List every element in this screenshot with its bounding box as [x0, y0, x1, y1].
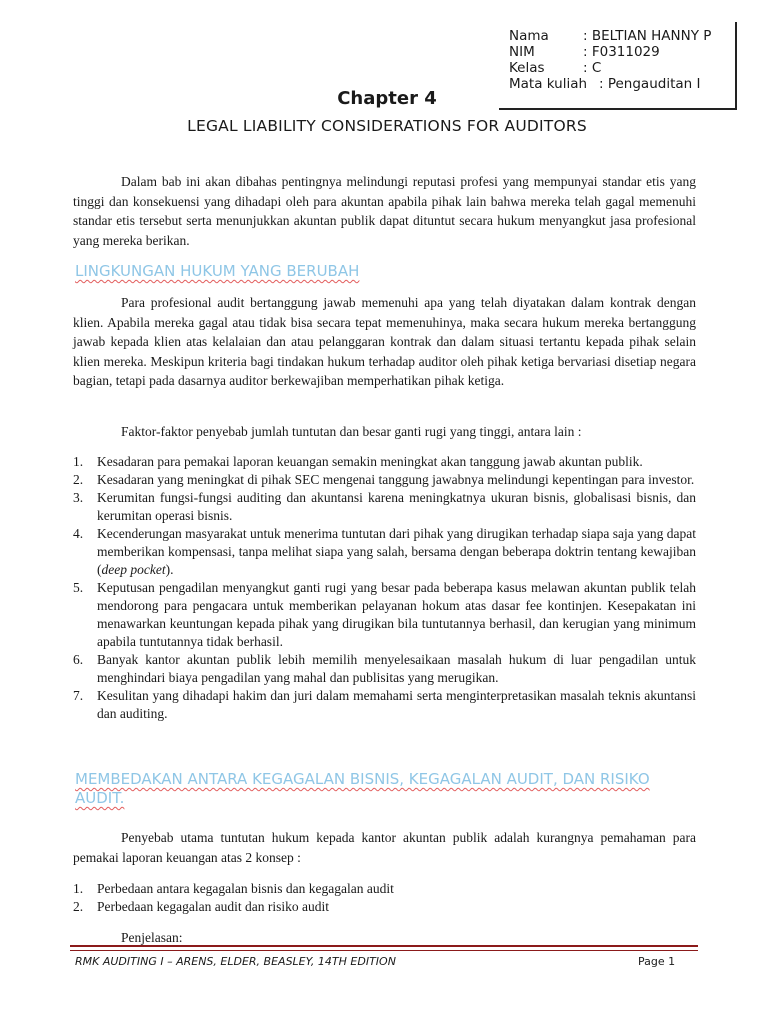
- paragraph-1: Para profesional audit bertanggung jawab memenuhi apa yang telah diyatakan dalam kontrak dengan klien. Apabila mereka gagal atau tidak bisa secara tepat memenuhinya, maka secara hukum mereka bertanggung jawab kepada klien atas kelalaian dan atau pelanggaran kontrak dan dalam situasi tertantu kepada pihak selain klien mereka. Meskipun kriteria bagi tindakan hukum terhadap auditor oleh pihak ketiga bervariasi disetiap negara bagian, tetapi pada dasarnya auditor berkewajiban memperhatikan pihak ketiga.: [73, 295, 696, 388]
- paragraph-2: Faktor-faktor penyebab jumlah tuntutan dan besar ganti rugi yang tinggi, antara lain :: [121, 424, 582, 439]
- list-item: [73, 579, 696, 651]
- list-text: Banyak kantor akuntan publik lebih memilih menyelesaikaan masalah hukum di luar pengadilan untuk menghindari biaya pengadilan yang mahal dan publisitas yang merugikan.: [97, 652, 696, 685]
- info-label: NIM: [509, 44, 535, 60]
- list-item: [73, 898, 696, 916]
- info-row-kelas: [509, 60, 601, 76]
- list-item: [73, 453, 696, 471]
- list-text: Perbedaan kegagalan audit dan risiko audit: [97, 899, 330, 914]
- factors-list: [73, 453, 696, 723]
- info-value: : C: [583, 60, 602, 76]
- list-number: 5.: [73, 580, 84, 595]
- section-heading-1: LINGKUNGAN HUKUM YANG BERUBAH: [75, 262, 360, 280]
- list-text-tail: ).: [165, 562, 174, 577]
- list-text: Kesadaran para pemakai laporan keuangan semakin meningkat akan tanggung jawab akuntan publik.: [97, 454, 643, 469]
- concepts-list: [73, 880, 696, 916]
- list-text: Kesulitan yang dihadapi hakim dan juri dalam memahami serta menginterpretasikan masalah teknis akuntansi dan auditing.: [97, 688, 696, 721]
- list-text: Keputusan pengadilan menyangkut ganti rugi yang besar pada beberapa kasus melawan akuntan publik telah mendorong para pengacara untuk memberikan pelayanan hokum atas dasar fee kontinjen. Kesepakatan ini menawarkan keuntungan kepada pihak yang dirugikan bila tuntutannya berhasil, dan kerugian yang minimum apabila tuntutannya tidak berhasil.: [97, 580, 696, 649]
- list-item: [73, 489, 696, 525]
- list-number: 2.: [73, 899, 84, 914]
- list-item: [73, 880, 696, 898]
- list-number: 1.: [73, 881, 84, 896]
- footer-divider-thin: [70, 950, 698, 951]
- list-item: [73, 471, 696, 489]
- intro-paragraph: Dalam bab ini akan dibahas pentingnya melindungi reputasi profesi yang mempunyai standar etis yang tinggi dan konsekuensi yang dihadapi oleh para akuntan apabila pihak lain bahwa mereka telah gagal memenuhi standar etis tersebut serta menunjukkan akuntan publik dapat dituntut secara hukum menyangkut jasa profesional yang mereka berikan.: [73, 174, 696, 248]
- info-row-nama: [509, 28, 711, 44]
- info-row-nim: [509, 44, 660, 60]
- list-item: [73, 687, 696, 723]
- paragraph-4: Penjelasan:: [121, 930, 183, 945]
- info-label: Mata kuliah: [509, 76, 588, 92]
- paragraph-3: Penyebab utama tuntutan hukum kepada kantor akuntan publik adalah kurangnya pemahaman para pemakai laporan keuangan atas 2 konsep :: [73, 830, 696, 865]
- list-number: 4.: [73, 526, 84, 541]
- document-title: LEGAL LIABILITY CONSIDERATIONS FOR AUDITORS: [187, 117, 587, 135]
- list-number: 2.: [73, 472, 84, 487]
- info-label: Nama: [509, 28, 549, 44]
- list-text: Kesadaran yang meningkat di pihak SEC mengenai tanggung jawabnya melindungi kepentingan para investor.: [97, 472, 695, 487]
- list-item: [73, 525, 696, 579]
- footer-running-title: RMK AUDITING I – ARENS, ELDER, BEASLEY, 14TH EDITION: [75, 955, 396, 968]
- list-number: 3.: [73, 490, 84, 505]
- list-number: 7.: [73, 688, 84, 703]
- list-number: 6.: [73, 652, 84, 667]
- list-item: [73, 651, 696, 687]
- chapter-title: Chapter 4: [337, 88, 437, 109]
- list-number: 1.: [73, 454, 84, 469]
- list-text: Kecenderungan masyarakat untuk menerima tuntutan dari pihak yang dirugikan terhadap siapa saja yang dapat memberikan kompensasi, tanpa melihat siapa yang salah, bersama dengan beberapa doktrin tentang kewajiban (: [97, 526, 696, 577]
- info-value: : Pengauditan I: [599, 76, 701, 92]
- section-heading-2: MEMBEDAKAN ANTARA KEGAGALAN BISNIS, KEGAGALAN AUDIT, DAN RISIKO AUDIT.: [75, 770, 650, 807]
- footer-page-number: Page 1: [638, 955, 676, 968]
- footer-divider: [70, 945, 698, 947]
- info-value: : F0311029: [583, 44, 660, 60]
- list-text-emphasis: deep pocket: [101, 562, 166, 577]
- info-label: Kelas: [509, 60, 545, 76]
- list-text: Kerumitan fungsi-fungsi auditing dan akuntansi karena meningkatnya ukuran bisnis, globalisasi bisnis, dan kerumitan operasi bisnis.: [97, 490, 696, 523]
- info-value: : BELTIAN HANNY P: [583, 28, 712, 44]
- list-text: Perbedaan antara kegagalan bisnis dan kegagalan audit: [97, 881, 394, 896]
